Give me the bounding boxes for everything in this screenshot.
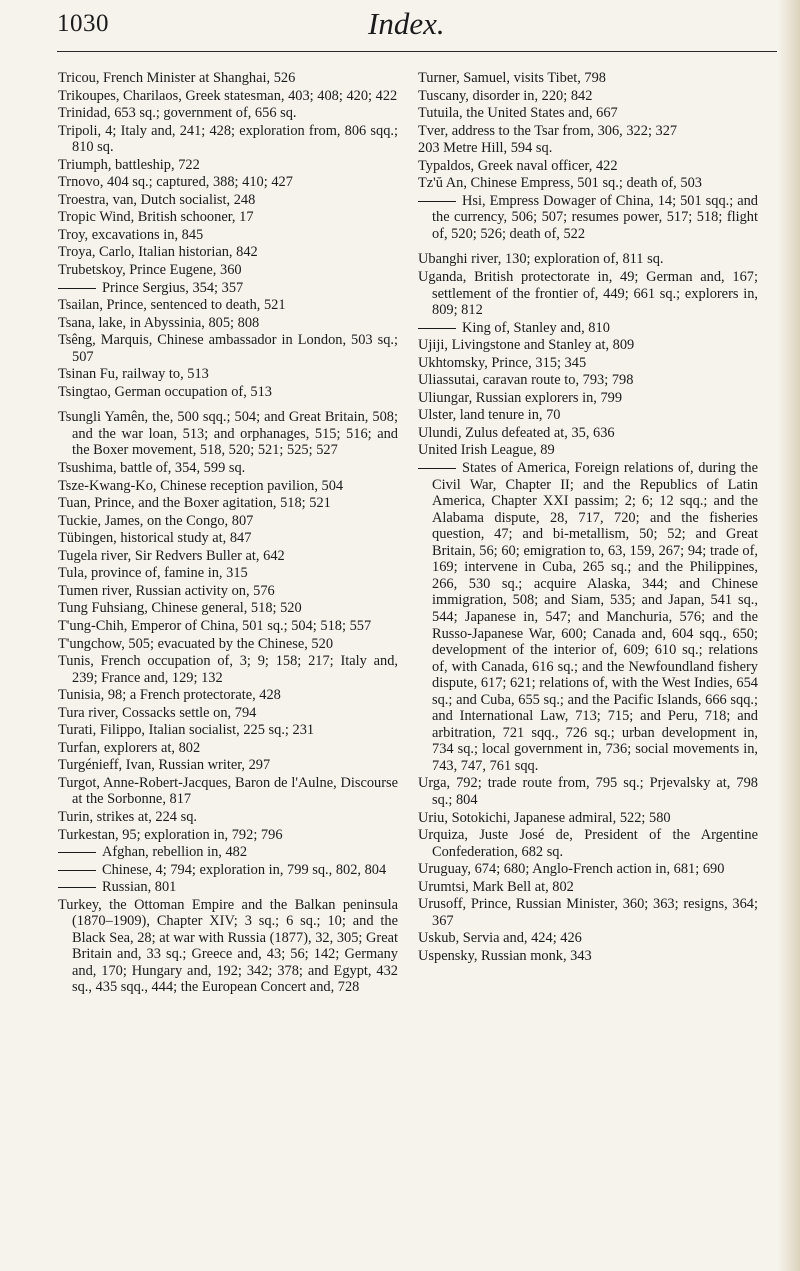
index-entry (58, 687, 398, 704)
entry-text: Triumph, battleship, 722 (58, 156, 200, 173)
ditto-dash (418, 468, 456, 469)
index-entry (418, 269, 758, 319)
ditto-dash (58, 887, 96, 888)
index-entry (58, 409, 398, 459)
index-entry (58, 332, 398, 365)
index-entry (58, 123, 398, 156)
entry-text: Tuckie, James, on the Congo, 807 (58, 512, 254, 529)
index-entry (58, 244, 398, 261)
entry-text: Turgot, Anne-Robert-Jacques, Baron de l'Aulne, Discourse at the Sorbonne, 817 (58, 774, 398, 808)
entry-text: Ubanghi river, 130; exploration of, 811 sq. (418, 251, 664, 268)
index-entry (418, 337, 758, 354)
entry-text: Uganda, British protectorate in, 49; German and, 167; settlement of the frontier of, 449; 661 sq.; explorers in, 809; 812 (418, 269, 758, 319)
entry-text: Tumen river, Russian activity on, 576 (58, 582, 275, 599)
entry-text: Tver, address to the Tsar from, 306, 322; 327 (418, 122, 678, 139)
index-entry (58, 530, 398, 547)
index-entry (58, 105, 398, 122)
index-entry (58, 809, 398, 826)
entry-text: Tugela river, Sir Redvers Buller at, 642 (58, 547, 285, 564)
entry-text: Hsi, Empress Dowager of China, 14; 501 sqq.; and the currency, 506; 507; resumes power, 517; 518; flight of, 520; 526; death of, 522 (432, 192, 758, 242)
index-entry (58, 636, 398, 653)
index-subentry (418, 193, 758, 243)
header-rule (57, 51, 777, 52)
index-subentry (58, 280, 398, 297)
index-entry (58, 897, 398, 996)
entry-text: Troy, excavations in, 845 (58, 226, 204, 243)
entry-text: Afghan, rebellion in, 482 (102, 844, 248, 861)
index-subentry (58, 879, 398, 896)
entry-text: Tura river, Cossacks settle on, 794 (58, 704, 257, 721)
index-entry (58, 70, 398, 87)
index-entry (58, 757, 398, 774)
entry-text: Urga, 792; trade route from, 795 sq.; Prjevalsky at, 798 sq.; 804 (418, 775, 758, 808)
entry-text: Tsushima, battle of, 354, 599 sq. (58, 460, 246, 477)
index-entry (58, 740, 398, 757)
entry-text: Tunisia, 98; a French protectorate, 428 (58, 687, 281, 704)
entry-text: Ujiji, Livingstone and Stanley at, 809 (418, 337, 635, 354)
index-entry (58, 366, 398, 383)
page-number: 1030 (57, 10, 109, 37)
entry-text: Tung Fuhsiang, Chinese general, 518; 520 (58, 600, 302, 617)
page-edge-shadow (778, 0, 800, 1271)
entry-text: Tuscany, disorder in, 220; 842 (418, 87, 593, 104)
index-entry (58, 384, 398, 401)
entry-text: Trikoupes, Charilaos, Greek statesman, 403; 408; 420; 422 (58, 87, 398, 104)
index-column-right (418, 70, 758, 965)
index-entry (58, 565, 398, 582)
entry-text: Tsêng, Marquis, Chinese ambassador in London, 503 sq.; 507 (58, 332, 398, 365)
index-entry (418, 775, 758, 808)
index-entry (418, 140, 758, 157)
section-gap (58, 401, 398, 409)
index-entry (418, 158, 758, 175)
entry-text: T'ungchow, 505; evacuated by the Chinese, 520 (58, 635, 334, 652)
entry-text: Tropic Wind, British schooner, 17 (58, 209, 254, 226)
index-entry (58, 88, 398, 105)
index-entry (58, 775, 398, 808)
section-gap (418, 243, 758, 251)
index-subentry (58, 844, 398, 861)
index-subentry (418, 460, 758, 774)
index-entry (418, 896, 758, 929)
running-title: Index. (368, 6, 445, 41)
index-entry (58, 315, 398, 332)
index-entry (58, 495, 398, 512)
entry-text: Tübingen, historical study at, 847 (58, 530, 252, 547)
index-entry (58, 653, 398, 686)
index-entry (58, 583, 398, 600)
index-entry (58, 460, 398, 477)
entry-text: Tunis, French occupation of, 3; 9; 158; 217; Italy and, 239; France and, 129; 132 (58, 653, 398, 686)
entry-text: Turkey, the Ottoman Empire and the Balkan peninsula (1870–1909), Chapter XIV; 3 sq.; 6 sq.; 10; and the Black Sea, 28; at war with Russia (1877), 32, 305; Great Britain and, 33 sq.; Greece and, 43; 56; 142; Germany and, 170; Hungary and, 192; 342; 378; and Egypt, 432 sq., 435 sqq., 444; the European Concert and, 728 (58, 896, 398, 996)
index-entry (58, 297, 398, 314)
ditto-dash (58, 288, 96, 289)
index-subentry (58, 862, 398, 879)
index-entry (58, 600, 398, 617)
entry-text: Uliungar, Russian explorers in, 799 (418, 389, 623, 406)
index-entry (418, 827, 758, 860)
entry-text: Ulster, land tenure in, 70 (418, 407, 561, 424)
entry-text: Turkestan, 95; exploration in, 792; 796 (58, 826, 283, 843)
index-subentry (418, 320, 758, 337)
entry-text: Troestra, van, Dutch socialist, 248 (58, 191, 256, 208)
entry-text: King of, Stanley and, 810 (462, 319, 610, 336)
entry-text: Russian, 801 (102, 879, 177, 896)
index-entry (58, 209, 398, 226)
index-entry (418, 372, 758, 389)
index-entry (58, 262, 398, 279)
index-entry (58, 548, 398, 565)
index-entry (418, 123, 758, 140)
page-header (0, 0, 800, 60)
index-entry (418, 70, 758, 87)
entry-text: Tz'ŭ An, Chinese Empress, 501 sq.; death of, 503 (418, 175, 702, 192)
entry-text: Chinese, 4; 794; exploration in, 799 sq., 802, 804 (102, 861, 387, 878)
ditto-dash (58, 852, 96, 853)
index-entry (58, 513, 398, 530)
index-entry (58, 227, 398, 244)
index-entry (418, 407, 758, 424)
ditto-dash (418, 328, 456, 329)
entry-text: Tsungli Yamên, the, 500 sqq.; 504; and Great Britain, 508; and the war loan, 513; and orphanages, 515; 516; and the Boxer movement, 518, 520; 521; 525; 527 (58, 409, 398, 459)
index-entry (58, 478, 398, 495)
entry-text: Turfan, explorers at, 802 (58, 739, 201, 756)
index-entry (418, 390, 758, 407)
entry-text: Uskub, Servia and, 424; 426 (418, 930, 582, 947)
entry-text: Uriu, Sotokichi, Japanese admiral, 522; 580 (418, 809, 671, 826)
entry-text: T'ung-Chih, Emperor of China, 501 sq.; 504; 518; 557 (58, 617, 372, 634)
index-entry (418, 251, 758, 268)
entry-text: Turin, strikes at, 224 sq. (58, 808, 197, 825)
ditto-dash (418, 201, 456, 202)
entry-text: Tsingtao, German occupation of, 513 (58, 383, 272, 400)
entry-text: Uspensky, Russian monk, 343 (418, 947, 592, 964)
entry-text: Tripoli, 4; Italy and, 241; 428; exploration from, 806 sqq.; 810 sq. (58, 122, 398, 156)
index-entry (418, 879, 758, 896)
index-entry (58, 722, 398, 739)
entry-text: Trinidad, 653 sq.; government of, 656 sq. (58, 105, 297, 122)
entry-text: Urusoff, Prince, Russian Minister, 360; 363; resigns, 364; 367 (418, 896, 758, 929)
entry-text: Typaldos, Greek naval officer, 422 (418, 157, 618, 174)
index-entry (418, 810, 758, 827)
index-entry (418, 175, 758, 192)
entry-text: Trnovo, 404 sq.; captured, 388; 410; 427 (58, 174, 293, 191)
entry-text: Tuan, Prince, and the Boxer agitation, 518; 521 (58, 495, 331, 512)
index-entry (418, 948, 758, 965)
entry-text: Troya, Carlo, Italian historian, 842 (58, 244, 258, 261)
index-entry (418, 105, 758, 122)
entry-text: Urquiza, Juste José de, President of the Argentine Confederation, 682 sq. (418, 827, 758, 860)
index-entry (58, 174, 398, 191)
entry-text: United Irish League, 89 (418, 442, 555, 459)
entry-text: Tula, province of, famine in, 315 (58, 565, 248, 582)
index-entry (58, 192, 398, 209)
entry-text: States of America, Foreign relations of, during the Civil War, Chapter II; and the Republics of Latin America, Chapter XXI passim; 2; 6; 12 sqq.; and the Alabama dispute, 28, 717, 720; and the fisheries question, 47; and bi-metallism, 50; 52; and Great Britain, 56; 60; emigration to, 63, 159, 267; 94; trade of, 169; intervene in Cuba, 265 sq.; and the Philippines, 266, 530 sq.; acquire Alaska, 344; and Chinese immigration, 508; and Siam, 535; and Japan, 541 sq., 544; Japanese in, 547; and Manchuria, 576; and the Russo-Japanese War, 600; Canada and, 604 sqq., 650; development of the interior of, 609; 610 sq.; relations of, with Canada, 616 sq.; and the Newfoundland fishery dispute, 617; 621; relations of, with the West Indies, 654 sq.; and Cuba, 655 sq.; and the Pacific Islands, 666 sqq.; and International Law, 713; 715; and Peru, 718; and arbitration, 721 sqq., 726 sq.; urban development in, 734 sq.; local government in, 736; social movements in, 743, 747, 761 sqq. (432, 460, 758, 774)
index-entry (418, 425, 758, 442)
entry-text: Uruguay, 674; 680; Anglo-French action in, 681; 690 (418, 861, 725, 878)
ditto-dash (58, 870, 96, 871)
entry-text: Tsailan, Prince, sentenced to death, 521 (58, 297, 286, 314)
entry-text: Tutuila, the United States and, 667 (418, 105, 618, 122)
entry-text: Prince Sergius, 354; 357 (102, 279, 244, 296)
index-entry (418, 861, 758, 878)
index-entry (418, 88, 758, 105)
entry-text: Turgénieff, Ivan, Russian writer, 297 (58, 757, 271, 774)
entry-text: Tsze-Kwang-Ko, Chinese reception pavilion, 504 (58, 477, 344, 494)
index-entry (58, 827, 398, 844)
entry-text: Uliassutai, caravan route to, 793; 798 (418, 372, 634, 389)
entry-text: Tsana, lake, in Abyssinia, 805; 808 (58, 314, 260, 331)
entry-text: 203 Metre Hill, 594 sq. (418, 140, 553, 157)
entry-text: Trubetskoy, Prince Eugene, 360 (58, 262, 242, 279)
entry-text: Urumtsi, Mark Bell at, 802 (418, 878, 574, 895)
index-entry (58, 157, 398, 174)
entry-text: Tsinan Fu, railway to, 513 (58, 366, 209, 383)
entry-text: Tricou, French Minister at Shanghai, 526 (58, 70, 296, 86)
entry-text: Turati, Filippo, Italian socialist, 225 sq.; 231 (58, 722, 315, 739)
entry-text: Ulundi, Zulus defeated at, 35, 636 (418, 424, 615, 441)
index-entry (418, 442, 758, 459)
index-entry (58, 705, 398, 722)
index-column-left (58, 70, 398, 997)
index-entry (418, 930, 758, 947)
index-entry (418, 355, 758, 372)
index-entry (58, 618, 398, 635)
entry-text: Turner, Samuel, visits Tibet, 798 (418, 70, 606, 86)
entry-text: Ukhtomsky, Prince, 315; 345 (418, 354, 587, 371)
